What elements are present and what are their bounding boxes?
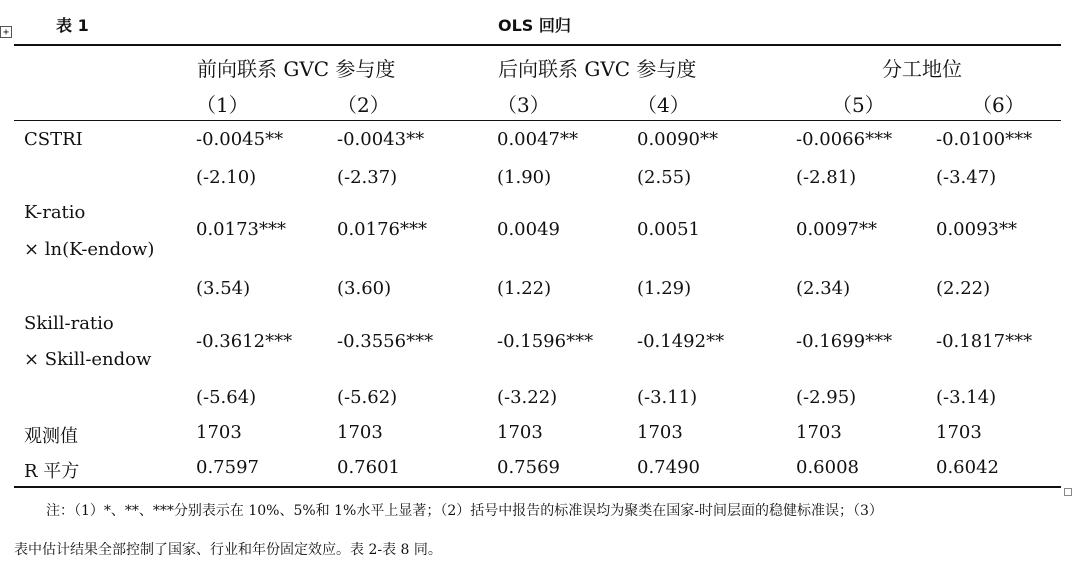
column-header-2: （2） — [337, 93, 390, 117]
table-cell: (-5.62) — [337, 387, 398, 408]
column-header-5: （5） — [832, 93, 885, 117]
table-cell: (-2.95) — [796, 387, 857, 408]
table-cell: 0.7490 — [637, 457, 700, 478]
table-cell: (3.54) — [196, 278, 251, 299]
table-cell: (1.29) — [637, 278, 692, 299]
table-cell: 0.0176*** — [337, 219, 427, 240]
table-cell: 0.6042 — [936, 457, 999, 478]
table-cell: (2.55) — [637, 167, 692, 188]
table-cell: -0.1596*** — [497, 331, 594, 352]
group-header-backward: 后向联系 GVC 参与度 — [498, 57, 697, 81]
table-cell: -0.0045** — [196, 129, 284, 150]
table-cell: (-3.14) — [936, 387, 997, 408]
table-cell: (-2.10) — [196, 167, 257, 188]
table-note-line2: 表中估计结果全部控制了国家、行业和年份固定效应。表 2-表 8 同。 — [14, 542, 442, 558]
table-cell: 0.7597 — [196, 457, 259, 478]
table-cell: (-2.81) — [796, 167, 857, 188]
row-label-k-ratio: K-ratio — [24, 202, 86, 223]
table-cell: 0.0047** — [497, 129, 578, 150]
group-header-position: 分工地位 — [882, 57, 962, 81]
table-cell: (-3.22) — [497, 387, 558, 408]
table-cell: 0.0097** — [796, 219, 877, 240]
table-note-line1: 注：（1）*、**、***分别表示在 10%、5%和 1%水平上显著；（2）括号中报告的标准误均为聚类在国家-时间层面的稳健标准误；（3） — [46, 503, 883, 519]
table-cell: 1703 — [497, 422, 543, 443]
table-move-handle-icon[interactable]: + — [0, 26, 12, 38]
table-cell: 1703 — [796, 422, 842, 443]
table-end-marker-icon — [1064, 488, 1072, 496]
table-cell: (-5.64) — [196, 387, 257, 408]
table-cell: -0.0066*** — [796, 129, 893, 150]
column-header-1: （1） — [196, 93, 249, 117]
table-label: 表 1 — [56, 16, 89, 35]
group-header-forward: 前向联系 GVC 参与度 — [197, 57, 396, 81]
header-rule — [14, 120, 1061, 121]
row-label-k-ratio-line2: × ln(K-endow) — [24, 239, 155, 260]
table-cell: (2.22) — [936, 278, 991, 299]
column-header-6: （6） — [972, 93, 1025, 117]
table-cell: 1703 — [337, 422, 383, 443]
row-label-r-squared: R 平方 — [24, 461, 80, 482]
table-cell: (-3.47) — [936, 167, 997, 188]
top-rule — [14, 44, 1061, 46]
table-cell: (2.34) — [796, 278, 851, 299]
table-cell: (1.22) — [497, 278, 552, 299]
table-cell: 1703 — [196, 422, 242, 443]
table-cell: (1.90) — [497, 167, 552, 188]
table-cell: 0.7569 — [497, 457, 560, 478]
table-cell: 0.0049 — [497, 219, 560, 240]
table-cell: 1703 — [637, 422, 683, 443]
column-header-3: （3） — [497, 93, 550, 117]
table-cell: -0.1817*** — [936, 331, 1033, 352]
table-cell: 0.0051 — [637, 219, 700, 240]
table-cell: 0.0090** — [637, 129, 718, 150]
table-cell: 0.0173*** — [196, 219, 286, 240]
row-label-skill-ratio-line2: × Skill-endow — [24, 349, 152, 370]
table-cell: 1703 — [936, 422, 982, 443]
table-cell: -0.1699*** — [796, 331, 893, 352]
table-cell: (3.60) — [337, 278, 392, 299]
column-header-4: （4） — [637, 93, 690, 117]
table-cell: 0.0093** — [936, 219, 1017, 240]
table-cell: -0.1492** — [637, 331, 725, 352]
table-cell: -0.0043** — [337, 129, 425, 150]
bottom-rule — [14, 486, 1061, 488]
row-label-observations: 观测值 — [24, 426, 78, 447]
table-cell: -0.3612*** — [196, 331, 293, 352]
table-cell: -0.0100*** — [936, 129, 1033, 150]
table-cell: (-3.11) — [637, 387, 698, 408]
table-title: OLS 回归 — [498, 16, 571, 35]
row-label-skill-ratio: Skill-ratio — [24, 313, 114, 334]
table-cell: 0.7601 — [337, 457, 400, 478]
row-label-cstri: CSTRI — [24, 129, 83, 150]
table-cell: -0.3556*** — [337, 331, 434, 352]
table-cell: 0.6008 — [796, 457, 859, 478]
table-cell: (-2.37) — [337, 167, 398, 188]
